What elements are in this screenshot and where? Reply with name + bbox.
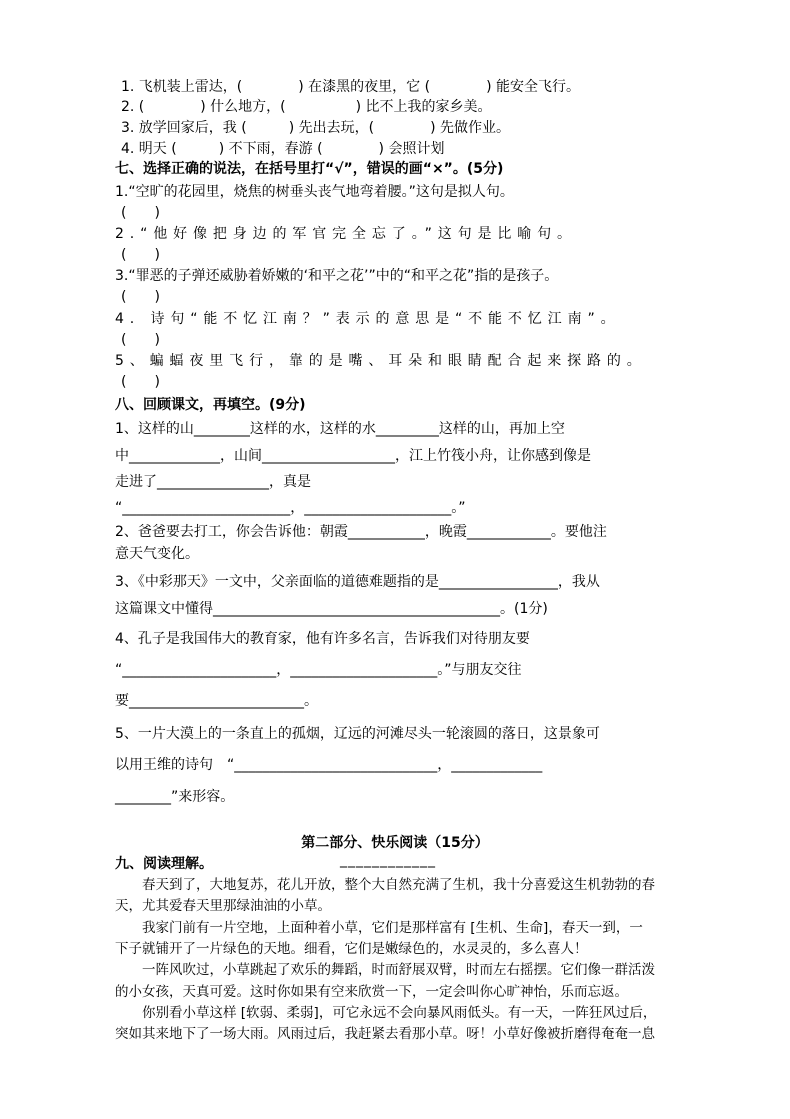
judge-item-3: 3.“罪恶的子弹还威胁着娇嫩的‘和平之花’”中的“和平之花”指的是孩子。 [115,268,559,284]
recall-line-1: 1、这样的山________这样的水，这样的水_________这样的山，再加上空 [115,421,565,437]
recall-line-10: “______________________，_____________________。”与朋友交往 [115,662,522,678]
judge-item-5-answer: ( ) [121,374,160,390]
passage-line-5: 一阵风吹过，小草跳起了欢乐的舞蹈，时而舒展双臂，时而左右摇摆。它们像一群活泼 [115,962,655,978]
fill-item-4: 4. 明天 ( ) 不下雨，春游 ( ) 会照计划 [121,141,445,157]
passage-line-4: 下子就铺开了一片绿色的天地。细看，它们是嫩绿色的，水灵灵的，多么喜人！ [115,941,588,957]
recall-line-12: 5、一片大漠上的一条直上的孤烟，辽远的河滩尽头一轮滚圆的落日，这景象可 [115,726,600,742]
fill-item-1: 1. 飞机装上雷达，( ) 在漆黑的夜里，它 ( ) 能安全飞行。 [121,79,581,95]
judge-item-4-answer: ( ) [121,332,160,348]
judge-item-2: 2.“他好像把身边的军官完全忘了。”这句是比喻句。 [115,226,577,242]
recall-line-5: 2、爸爸要去打工，你会告诉他：朝霞___________，晚霞____________。要他注 [115,524,607,540]
recall-line-9: 4、孔子是我国伟大的教育家，他有许多名言，告诉我们对待朋友要 [115,631,530,647]
recall-line-3: 走进了________________，真是 [115,474,311,490]
section7-heading: 七、选择正确的说法，在括号里打“√”，错误的画“×”。(5分) [115,161,504,177]
recall-line-7: 3、《中彩那天》一文中，父亲面临的道德难题指的是_________________，我从 [115,574,600,590]
passage-line-2: 天，尤其爱春天里那绿油油的小草。 [115,898,331,914]
recall-line-11: 要_________________________。 [115,693,318,709]
passage-line-8: 突如其来地下了一场大雨。风雨过后，我赶紧去看那小草。呀！小草好像被折磨得奄奄一息 [115,1026,655,1042]
passage-line-7: 你别看小草这样 [软弱、柔弱]，可它永远不会向暴风雨低头。有一天，一阵狂风过后， [115,1005,657,1021]
reading-heading: 九、阅读理解。 [115,856,213,872]
recall-line-13: 以用王维的诗句 “_____________________________，_____________ [115,757,543,773]
recall-line-6: 意天气变化。 [115,546,199,562]
recall-line-14: ________”来形容。 [115,789,235,805]
passage-line-3: 我家门前有一片空地，上面种着小草，它们是那样富有 [生机、生命]，春天一到，一 [115,920,643,936]
part2-title: 第二部分、快乐阅读（15分） [301,835,489,851]
judge-item-3-answer: ( ) [121,289,160,305]
recall-line-8: 这篇课文中懂得_________________________________________。(1分) [115,601,548,617]
judge-item-2-answer: ( ) [121,247,160,263]
fill-item-2: 2. ( ) 什么地方，( ) 比不上我的家乡美。 [121,99,492,115]
judge-item-1-answer: ( ) [121,205,160,221]
recall-line-2: 中_____________，山间___________________，江上竹筏小舟，让你感到像是 [115,448,591,464]
judge-item-1: 1.“空旷的花园里，烧焦的树垂头丧气地弯着腰。”这句是拟人句。 [115,184,514,200]
section8-heading: 八、回顾课文，再填空。(9分) [115,397,306,413]
judge-item-5: 5、蝙蝠夜里飞行，靠的是嘴、耳朵和眼睛配合起来探路的。 [115,353,647,369]
passage-line-6: 的小女孩，天真可爱。这时你如果有空来欣赏一下，一定会叫你心旷神怡，乐而忘返。 [115,984,628,1000]
recall-line-4: “________________________，_____________________。” [115,500,466,516]
reading-title-blank: ____________ [340,852,436,868]
judge-item-4: 4. 诗句“能不忆江南？”表示的意思是“不能不忆江南”。 [115,311,621,327]
passage-line-1: 春天到了，大地复苏，花儿开放，整个大自然充满了生机，我十分喜爱这生机勃勃的春 [115,877,655,893]
fill-item-3: 3. 放学回家后，我 ( ) 先出去玩，( ) 先做作业。 [121,120,511,136]
